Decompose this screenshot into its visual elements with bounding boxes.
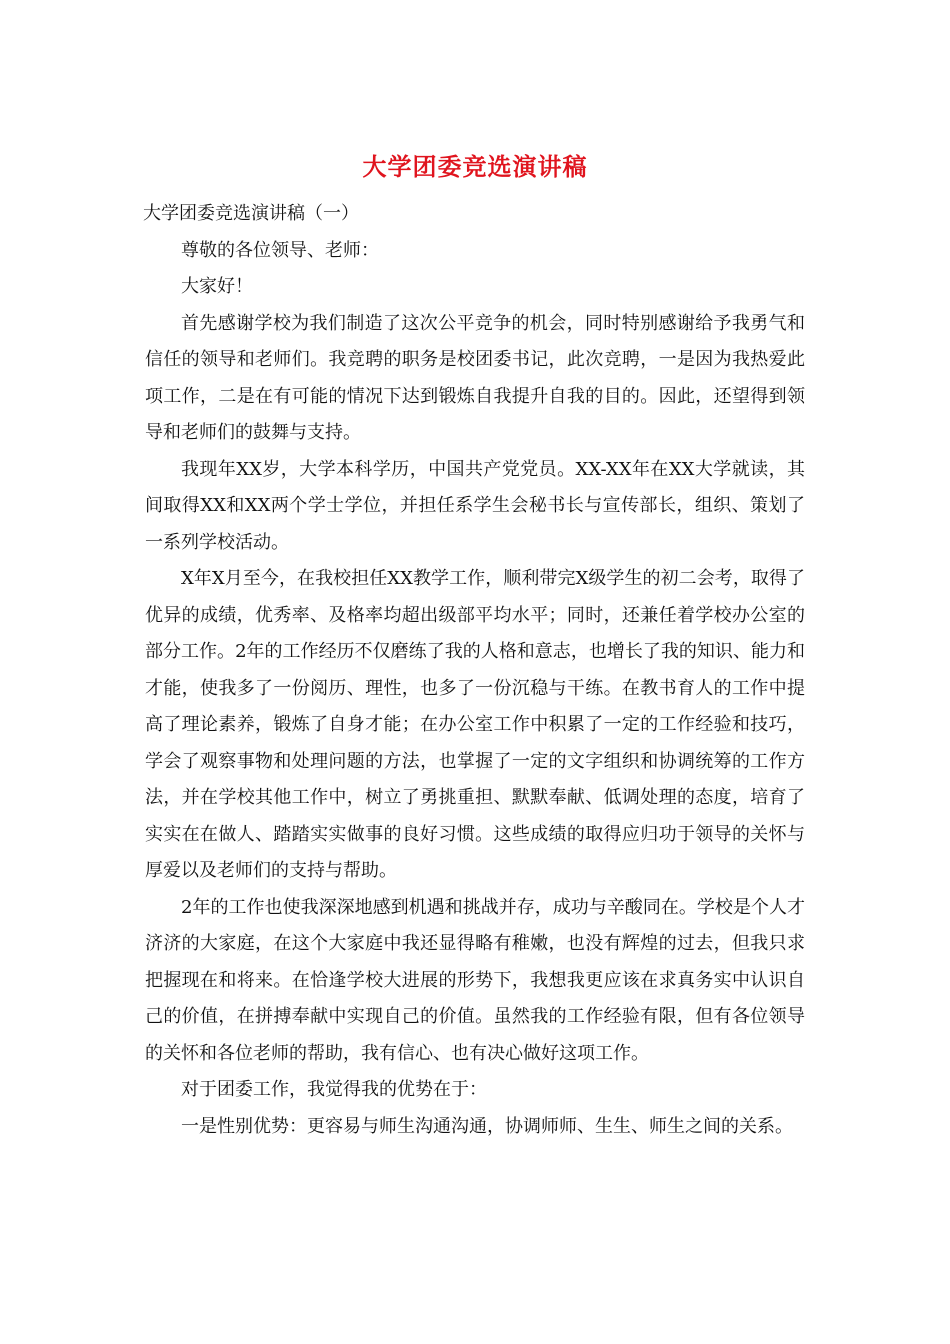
- paragraph-opportunity: 2年的工作也使我深深地感到机遇和挑战并存，成功与辛酸同在。学校是个人才济济的大家庭，在这个大家庭中我还显得略有稚嫩，也没有辉煌的过去，但我只求把握现在和将来。在恰逢学校大进展的形势下，我想我更应该在求真务实中认识自己的价值，在拼搏奉献中实现自己的价值。虽然我的工作经验有限，但有各位领导的关怀和各位老师的帮助，我有信心、也有决心做好这项工作。: [145, 896, 805, 1064]
- paragraph-advantages-intro: 对于团委工作，我觉得我的优势在于：: [181, 1079, 487, 1100]
- salutation: 尊敬的各位领导、老师：: [181, 239, 379, 261]
- paragraph-thanks: 首先感谢学校为我们制造了这次公平竞争的机会，同时特别感谢给予我勇气和信任的领导和老师们。我竞聘的职务是校团委书记，此次竞聘，一是因为我热爱此项工作，二是在有可能的情况下达到锻炼自我提升自我的目的。因此，还望得到领导和老师们的鼓舞与支持。: [145, 312, 805, 443]
- document-title: 大学团委竞选演讲稿: [362, 152, 588, 181]
- paragraph-experience: X年X月至今，在我校担任XX教学工作，顺利带完X级学生的初二会考，取得了优异的成绩，优秀率、及格率均超出级部平均水平；同时，还兼任着学校办公室的部分工作。2年的工作经历不仅磨练了我的人格和意志，也增长了我的知识、能力和才能，使我多了一份阅历、理性，也多了一份沉稳与干练。在教书育人的工作中提高了理论素养，锻炼了自身才能；在办公室工作中积累了一定的工作经验和技巧，学会了观察事物和处理问题的方法，也掌握了一定的文字组织和协调统筹的工作方法，并在学校其他工作中，树立了勇挑重担、默默奉献、低调处理的态度，培育了实实在在做人、踏踏实实做事的良好习惯。这些成绩的取得应归功于领导的关怀与厚爱以及老师们的支持与帮助。: [145, 568, 805, 881]
- paragraph-advantage-one: 一是性别优势：更容易与师生沟通沟通，协调师师、生生、师生之间的关系。: [181, 1115, 793, 1137]
- greeting: 大家好！: [181, 276, 253, 297]
- paragraph-background: 我现年XX岁，大学本科学历，中国共产党党员。XX-XX年在XX大学就读，其间取得XX和XX两个学士学位，并担任系学生会秘书长与宣传部长，组织、策划了一系列学校活动。: [145, 458, 805, 553]
- document-body: [145, 196, 805, 1145]
- section-heading: 大学团委竞选演讲稿（一）: [143, 203, 359, 224]
